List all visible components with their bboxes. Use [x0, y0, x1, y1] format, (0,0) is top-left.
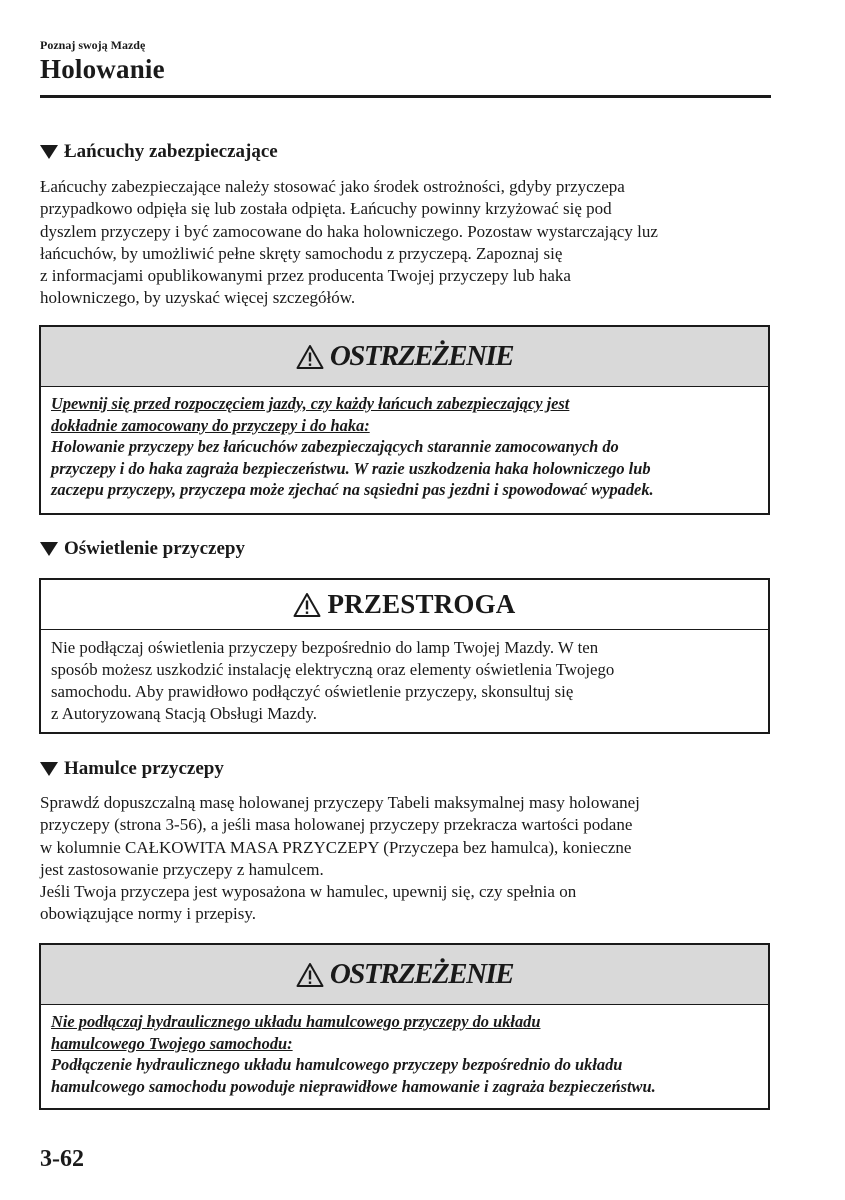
- triangle-down-icon: [40, 542, 58, 556]
- page-title: Holowanie: [40, 54, 165, 84]
- paragraph-trailer-brakes: [40, 792, 775, 926]
- warning-line-underlined: Nie podłączaj hydraulicznego układu hamulcowego przyczepy do układu: [51, 1012, 541, 1031]
- heading-trailer-brakes: [40, 758, 224, 780]
- warning-box-body: [41, 387, 768, 501]
- triangle-down-icon: [40, 762, 58, 776]
- paragraph-line: obowiązujące normy i przepisy.: [40, 904, 257, 924]
- warning-line-underlined: hamulcowego Twojego samochodu:: [51, 1033, 293, 1053]
- caution-line: z Autoryzowaną Stacją Obsługi Mazdy.: [51, 704, 317, 723]
- heading-safety-chains-text: Łańcuchy zabezpieczające: [64, 141, 278, 162]
- warning-box-brakes: [39, 943, 770, 1110]
- warning-box-header: [41, 945, 768, 1005]
- warning-line: Holowanie przyczepy bez łańcuchów zabezpieczających starannie zamocowanych do: [51, 437, 619, 457]
- warning-triangle-icon: [293, 592, 321, 618]
- paragraph-line: dyszlem przyczepy i być zamocowane do haka holowniczego. Pozostaw wystarczający luz: [40, 221, 658, 241]
- warning-line: hamulcowego samochodu powoduje nieprawidłowe hamowanie i zagraża bezpieczeństwu.: [51, 1076, 656, 1096]
- warning-line-underlined: Upewnij się przed rozpoczęciem jazdy, czy każdy łańcuch zabezpieczający jest: [51, 394, 570, 413]
- warning-line: przyczepy i do haka zagraża bezpieczeństwu. W razie uszkodzenia haka holowniczego lub: [51, 458, 651, 478]
- paragraph-line: przypadkowo odpięła się lub została odpięta. Łańcuchy powinny krzyżować się pod: [40, 199, 612, 219]
- caution-box-lights: [39, 578, 770, 734]
- warning-line: Podłączenie hydraulicznego układu hamulcowego przyczepy bezpośrednio do układu: [51, 1055, 623, 1075]
- warning-box-body: [41, 1005, 768, 1097]
- heading-trailer-lights-text: Oświetlenie przyczepy: [64, 538, 245, 559]
- paragraph-line: Jeśli Twoja przyczepa jest wyposażona w hamulec, upewnij się, czy spełnia on: [40, 882, 577, 902]
- paragraph-line: Łańcuchy zabezpieczające należy stosować jako środek ostrożności, gdyby przyczepa: [40, 177, 625, 196]
- caution-title: PRZESTROGA: [327, 589, 516, 619]
- warning-title: OSTRZEŻENIE: [329, 340, 514, 372]
- warning-title: OSTRZEŻENIE: [329, 958, 514, 990]
- paragraph-line: w kolumnie CAŁKOWITA MASA PRZYCZEPY (Przyczepa bez hamulca), konieczne: [40, 837, 632, 857]
- section-label: Poznaj swoją Mazdę: [40, 38, 146, 52]
- caution-line: samochodu. Aby prawidłowo podłączyć oświetlenie przyczepy, skonsultuj się: [51, 682, 574, 701]
- triangle-down-icon: [40, 145, 58, 159]
- warning-triangle-icon: [296, 962, 324, 988]
- warning-box-chains: [39, 325, 770, 515]
- warning-box-header: [41, 327, 768, 387]
- caution-line: sposób możesz uszkodzić instalację elektryczną oraz elementy oświetlenia Twojego: [51, 660, 615, 679]
- heading-trailer-brakes-text: Hamulce przyczepy: [64, 758, 224, 779]
- title-divider: [40, 95, 771, 98]
- paragraph-line: Sprawdź dopuszczalną masę holowanej przyczepy Tabeli maksymalnej masy holowanej: [40, 793, 640, 812]
- warning-line-underlined: dokładnie zamocowany do przyczepy i do haka:: [51, 415, 370, 435]
- paragraph-safety-chains: [40, 176, 775, 310]
- caution-line: Nie podłączaj oświetlenia przyczepy bezpośrednio do lamp Twojej Mazdy. W ten: [51, 638, 599, 657]
- paragraph-line: przyczepy (strona 3-56), a jeśli masa holowanej przyczepy przekracza wartości podane: [40, 815, 633, 835]
- caution-box-header: [41, 580, 768, 630]
- heading-safety-chains: [40, 141, 278, 163]
- warning-line: zaczepu przyczepy, przyczepa może zjechać na sąsiedni pas jezdni i spowodować wypadek.: [51, 480, 654, 500]
- page-number: 3-62: [40, 1146, 84, 1172]
- heading-trailer-lights: [40, 538, 245, 560]
- paragraph-line: jest zastosowanie przyczepy z hamulcem.: [40, 859, 324, 879]
- paragraph-line: holowniczego, by uzyskać więcej szczegółów.: [40, 288, 356, 308]
- warning-triangle-icon: [296, 344, 324, 370]
- caution-box-body: [41, 630, 768, 725]
- paragraph-line: z informacjami opublikowanymi przez producenta Twojej przyczepy lub haka: [40, 266, 571, 286]
- paragraph-line: łańcuchów, by umożliwić pełne skręty samochodu z przyczepą. Zapoznaj się: [40, 243, 563, 263]
